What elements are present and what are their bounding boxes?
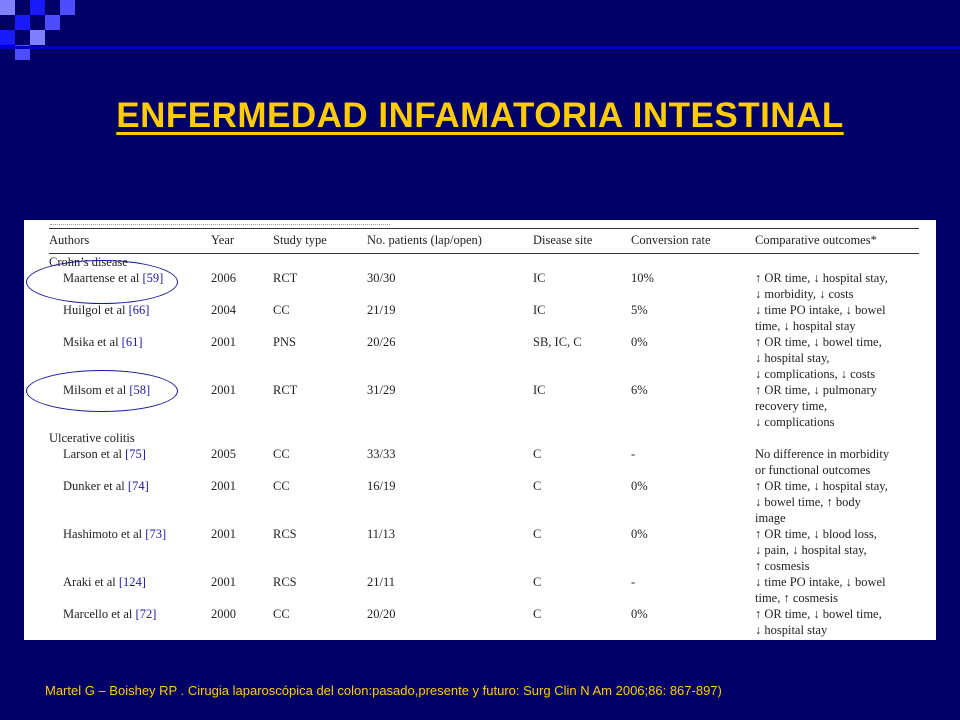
study-year: 2006 bbox=[211, 271, 236, 285]
table-row bbox=[49, 334, 919, 382]
study-author bbox=[49, 478, 211, 526]
study-conversion: 5% bbox=[631, 303, 648, 317]
table-body bbox=[49, 254, 919, 639]
study-outcomes: ↑ OR time, ↓ hospital stay, ↓ bowel time, ↑ body image bbox=[755, 479, 888, 525]
study-patients: 20/26 bbox=[367, 335, 396, 349]
study-type: PNS bbox=[273, 335, 296, 349]
study-conversion: 0% bbox=[631, 479, 648, 493]
study-author bbox=[49, 526, 211, 574]
study-type: CC bbox=[273, 447, 290, 461]
study-site: C bbox=[533, 527, 542, 541]
study-year: 2001 bbox=[211, 479, 236, 493]
study-site: SB, IC, C bbox=[533, 335, 582, 349]
group-label: Ulcerative colitis bbox=[49, 431, 135, 445]
author-name: Maartense et al bbox=[63, 271, 140, 285]
study-patients: 33/33 bbox=[367, 447, 396, 461]
header-study-type: Study type bbox=[273, 229, 367, 254]
study-table bbox=[49, 228, 919, 638]
table-row bbox=[49, 302, 919, 334]
study-author bbox=[49, 302, 211, 334]
author-name: Araki et al bbox=[63, 575, 116, 589]
title-divider bbox=[0, 46, 960, 49]
author-name: Msika et al bbox=[63, 335, 119, 349]
study-type: RCS bbox=[273, 527, 297, 541]
header-outcomes: Comparative outcomes* bbox=[755, 229, 919, 254]
study-year: 2001 bbox=[211, 575, 236, 589]
study-author bbox=[49, 606, 211, 638]
table-caption-fragment bbox=[50, 220, 390, 225]
study-conversion: - bbox=[631, 575, 636, 589]
study-year: 2005 bbox=[211, 447, 236, 461]
study-patients: 20/20 bbox=[367, 607, 396, 621]
decor-square bbox=[15, 15, 30, 30]
study-patients: 21/19 bbox=[367, 303, 396, 317]
study-author bbox=[49, 446, 211, 478]
citation-reference: Martel G – Boishey RP . Cirugia laparoscópica del colon:pasado,presente y futuro: Surg Clin N Am 2006;86: 867-897) bbox=[45, 683, 722, 698]
citation-link[interactable]: [74] bbox=[127, 479, 149, 493]
study-table-panel bbox=[24, 220, 936, 640]
study-outcomes: ↑ OR time, ↓ pulmonary recovery time, ↓ complications bbox=[755, 383, 877, 429]
highlight-circle-milsom bbox=[26, 370, 178, 412]
author-name: Dunker et al bbox=[63, 479, 125, 493]
study-outcomes: ↓ time PO intake, ↓ bowel time, ↓ hospital stay bbox=[755, 303, 886, 333]
study-type: RCT bbox=[273, 383, 298, 397]
group-label: Crohn’s disease bbox=[49, 255, 128, 269]
citation-link[interactable]: [66] bbox=[128, 303, 150, 317]
study-site: C bbox=[533, 607, 542, 621]
study-year: 2001 bbox=[211, 527, 236, 541]
decor-square bbox=[45, 15, 60, 30]
table-row bbox=[49, 382, 919, 430]
study-site: IC bbox=[533, 271, 546, 285]
table-row bbox=[49, 446, 919, 478]
table-row bbox=[49, 270, 919, 302]
study-patients: 31/29 bbox=[367, 383, 396, 397]
citation-link[interactable]: [124] bbox=[118, 575, 146, 589]
study-outcomes: ↑ OR time, ↓ hospital stay, ↓ morbidity, ↓ costs bbox=[755, 271, 888, 301]
table-row bbox=[49, 606, 919, 638]
study-conversion: - bbox=[631, 447, 636, 461]
study-type: RCS bbox=[273, 575, 297, 589]
decor-square bbox=[0, 30, 15, 45]
study-year: 2001 bbox=[211, 335, 236, 349]
author-name: Huilgol et al bbox=[63, 303, 126, 317]
table-row bbox=[49, 574, 919, 606]
study-patients: 21/11 bbox=[367, 575, 396, 589]
study-year: 2000 bbox=[211, 607, 236, 621]
study-outcomes: ↑ OR time, ↓ bowel time, ↓ hospital stay, ↓ complications, ↓ costs bbox=[755, 335, 882, 381]
author-name: Marcello et al bbox=[63, 607, 133, 621]
study-patients: 30/30 bbox=[367, 271, 396, 285]
table-row bbox=[49, 478, 919, 526]
study-conversion: 0% bbox=[631, 607, 648, 621]
study-conversion: 6% bbox=[631, 383, 648, 397]
study-outcomes: ↑ OR time, ↓ blood loss, ↓ pain, ↓ hospital stay, ↑ cosmesis bbox=[755, 527, 877, 573]
study-outcomes: No difference in morbidity or functional outcomes bbox=[755, 447, 890, 477]
header-patients: No. patients (lap/open) bbox=[367, 229, 533, 254]
study-site: C bbox=[533, 575, 542, 589]
header-disease-site: Disease site bbox=[533, 229, 631, 254]
study-conversion: 0% bbox=[631, 527, 648, 541]
study-type: CC bbox=[273, 479, 290, 493]
citation-link[interactable]: [75] bbox=[125, 447, 146, 461]
citation-link[interactable]: [61] bbox=[121, 335, 143, 349]
author-name: Larson et al bbox=[63, 447, 123, 461]
study-author bbox=[49, 574, 211, 606]
study-conversion: 10% bbox=[631, 271, 654, 285]
decor-square bbox=[30, 30, 45, 45]
study-type: CC bbox=[273, 303, 290, 317]
study-type: RCT bbox=[273, 271, 298, 285]
study-type: CC bbox=[273, 607, 290, 621]
study-site: IC bbox=[533, 303, 546, 317]
header-conversion-rate: Conversion rate bbox=[631, 229, 755, 254]
table-row bbox=[49, 526, 919, 574]
decor-square bbox=[0, 0, 15, 15]
decor-square bbox=[30, 0, 45, 15]
decor-square bbox=[60, 0, 75, 15]
study-year: 2001 bbox=[211, 383, 236, 397]
study-site: IC bbox=[533, 383, 546, 397]
group-row bbox=[49, 430, 919, 446]
table-header-row bbox=[49, 229, 919, 254]
citation-link[interactable]: [59] bbox=[142, 271, 164, 285]
study-conversion: 0% bbox=[631, 335, 648, 349]
study-patients: 11/13 bbox=[367, 527, 396, 541]
study-site: C bbox=[533, 479, 542, 493]
author-name: Milsom et al bbox=[63, 383, 127, 397]
slide-title: ENFERMEDAD INFAMATORIA INTESTINAL bbox=[116, 96, 844, 135]
highlight-circle-maartense bbox=[26, 260, 178, 304]
citation-link[interactable]: [72] bbox=[135, 607, 157, 621]
study-outcomes: ↓ time PO intake, ↓ bowel time, ↑ cosmesis bbox=[755, 575, 886, 605]
citation-link[interactable]: [73] bbox=[145, 527, 167, 541]
study-year: 2004 bbox=[211, 303, 236, 317]
header-year: Year bbox=[211, 229, 273, 254]
study-patients: 16/19 bbox=[367, 479, 396, 493]
author-name: Hashimoto et al bbox=[63, 527, 143, 541]
citation-link[interactable]: [58] bbox=[129, 383, 151, 397]
study-site: C bbox=[533, 447, 542, 461]
study-outcomes: ↑ OR time, ↓ bowel time, ↓ hospital stay bbox=[755, 607, 882, 637]
group-row bbox=[49, 254, 919, 271]
header-authors: Authors bbox=[49, 229, 211, 254]
